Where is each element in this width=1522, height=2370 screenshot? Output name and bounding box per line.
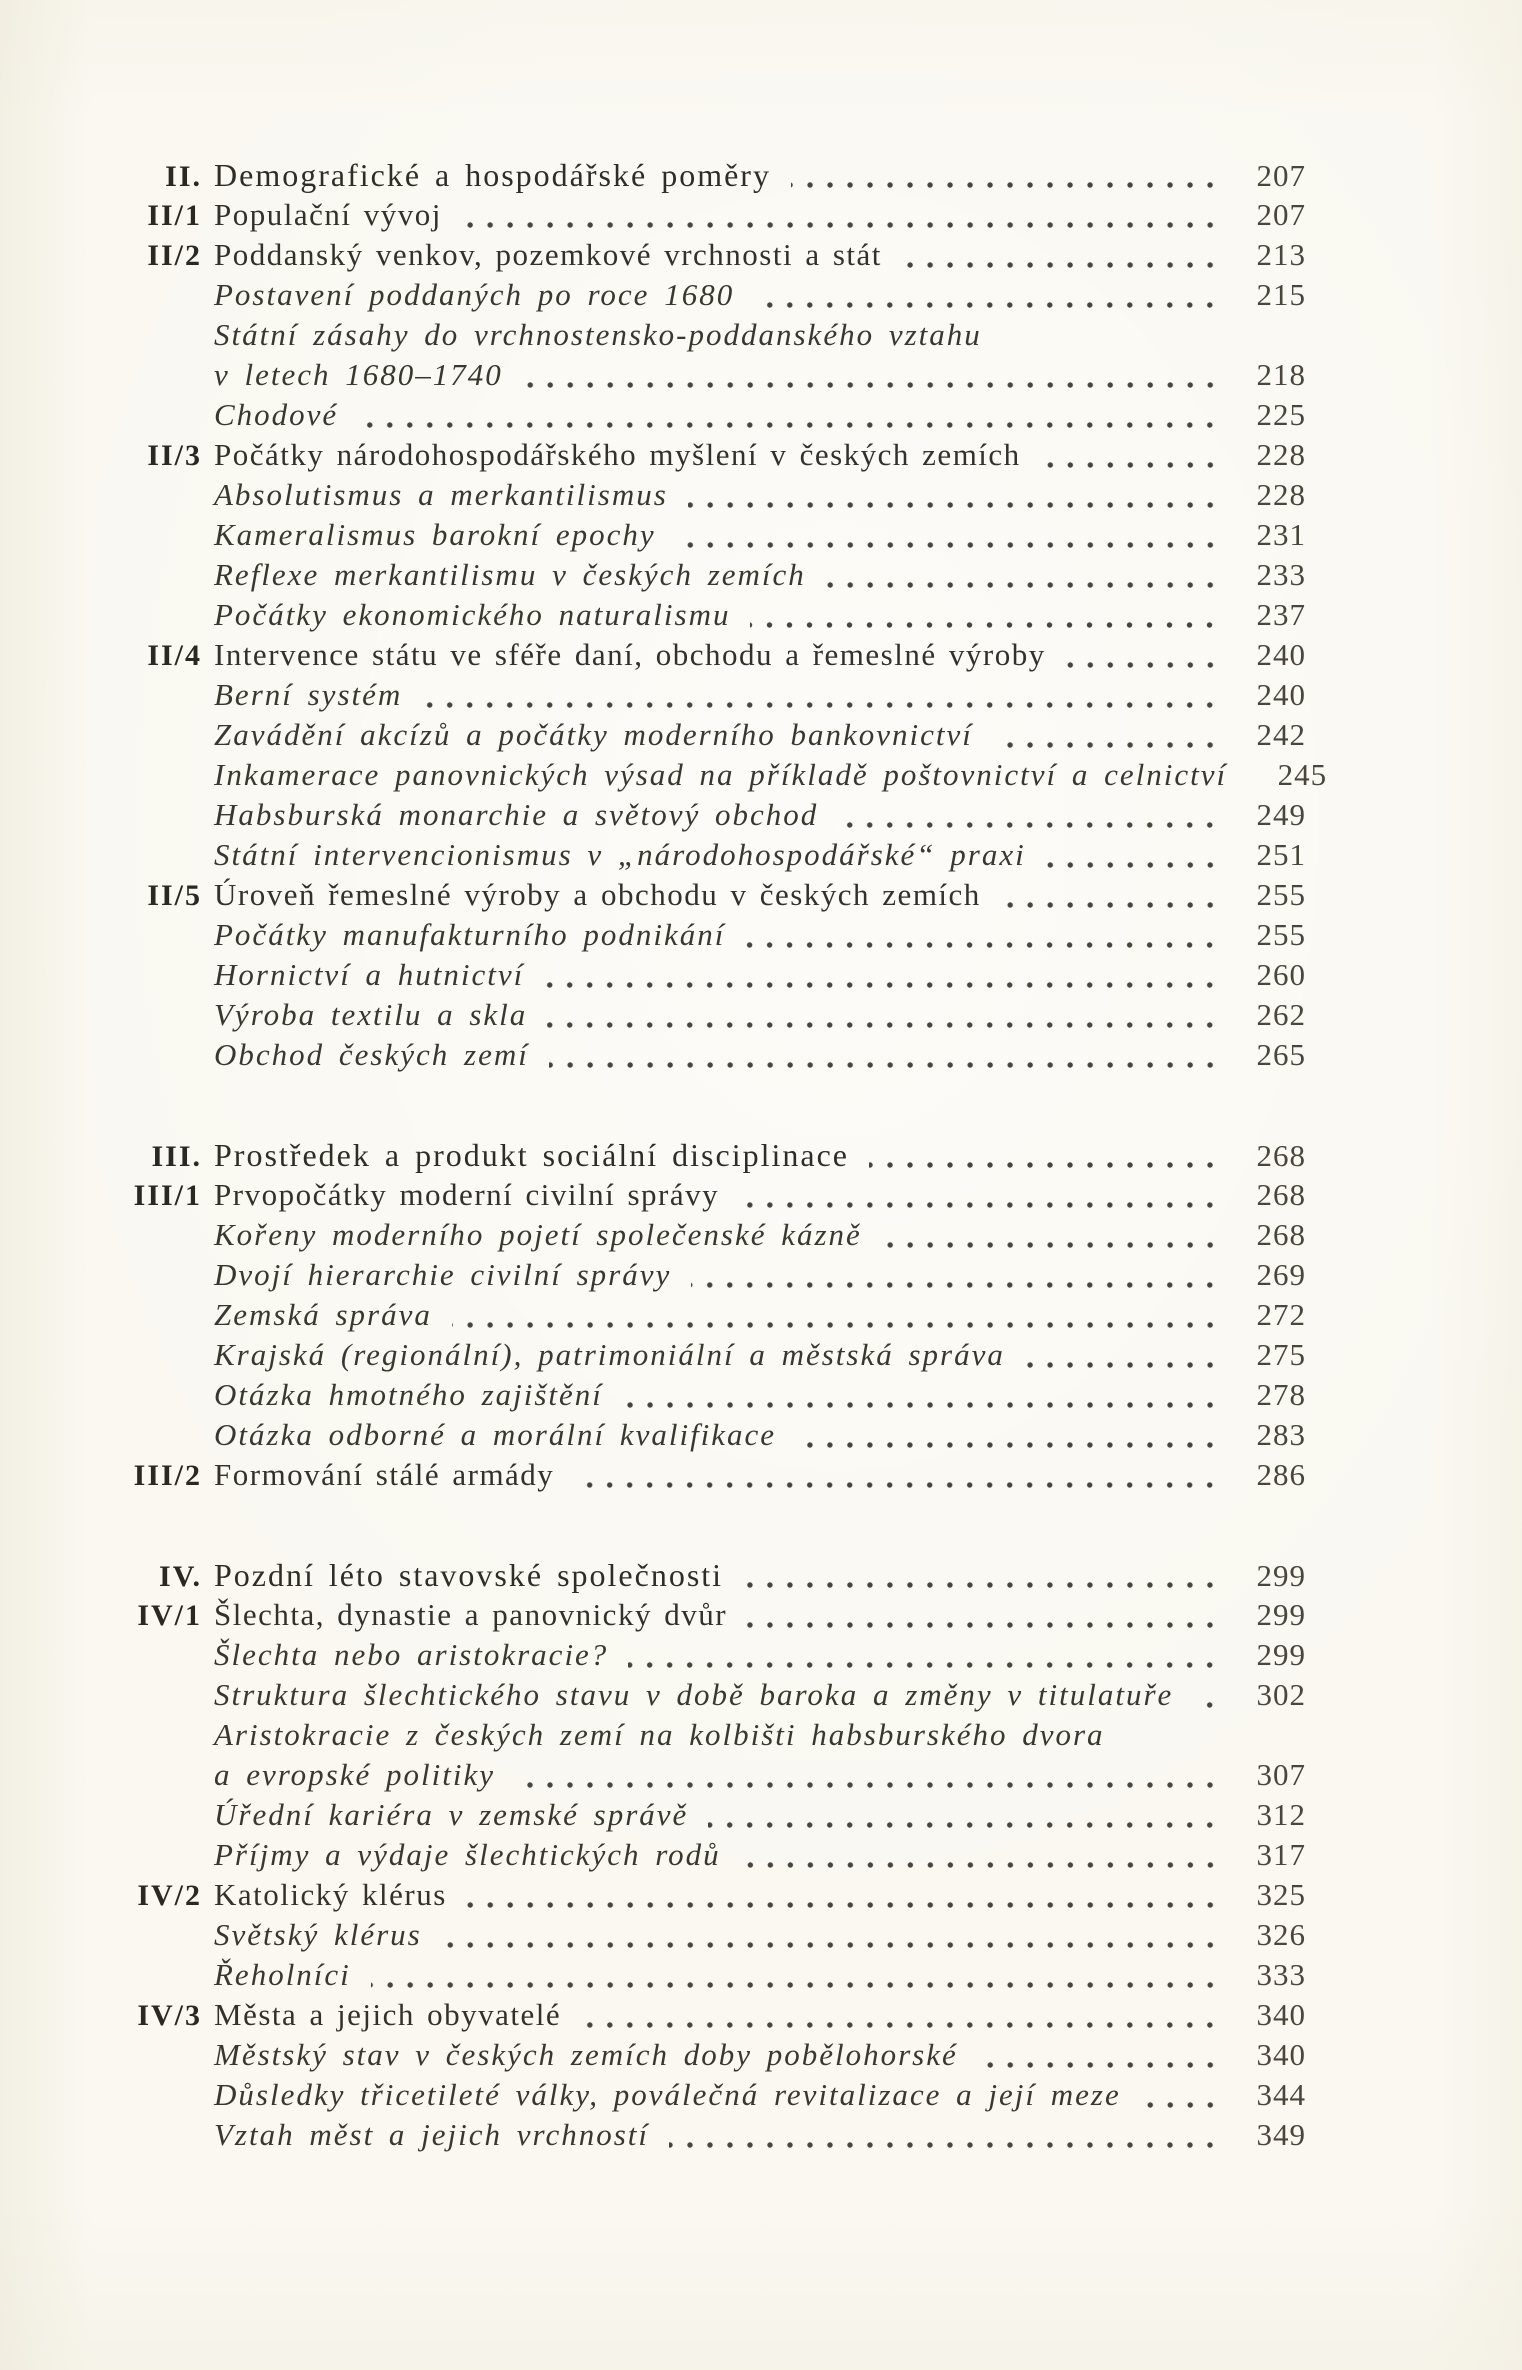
- toc-entry-title: Intervence státu ve sféře daní, obchodu a řemeslné výroby: [214, 637, 1046, 672]
- dot-leader-icon: [792, 1415, 1222, 1455]
- toc-row: [0, 195, 1522, 235]
- toc-entry-page-number: 231: [1256, 517, 1306, 552]
- toc-row: [0, 1755, 1522, 1795]
- toc-entry-label: II/2: [147, 239, 202, 272]
- toc-entry-title: Chodové: [214, 397, 339, 432]
- toc-entry-page-number: 272: [1256, 1297, 1306, 1332]
- toc-entry-page-number: 299: [1256, 1637, 1306, 1672]
- toc-row: [0, 235, 1522, 275]
- toc-entry-title: Města a jejich obyvatelé: [214, 1997, 562, 2032]
- toc-entry-page-number: 312: [1256, 1797, 1306, 1832]
- dot-leader-icon: [739, 1555, 1222, 1595]
- toc-entry-page-number: 228: [1256, 437, 1306, 472]
- toc-row: [0, 155, 1522, 195]
- dot-leader-icon: [878, 1215, 1222, 1255]
- toc-row: [0, 435, 1522, 475]
- toc-row: [0, 1715, 1522, 1755]
- toc-entry-title: Prvopočátky moderní civilní správy: [214, 1177, 720, 1212]
- toc-row: [0, 1835, 1522, 1875]
- toc-entry-page-number: 240: [1256, 677, 1306, 712]
- dot-leader-icon: [418, 675, 1222, 715]
- dot-leader-icon: [974, 2035, 1222, 2075]
- toc-entry-title: Poddanský venkov, pozemkové vrchnosti a stát: [214, 237, 882, 272]
- toc-entry-page-number: 255: [1256, 917, 1306, 952]
- toc-row: [0, 715, 1522, 755]
- dot-leader-icon: [898, 235, 1222, 275]
- toc-entry-title: Otázka hmotného zajištění: [214, 1377, 603, 1412]
- toc-entry-page-number: 317: [1256, 1837, 1306, 1872]
- toc-entry-page-number: 215: [1256, 277, 1306, 312]
- toc-entry-title: Počátky manufakturního podnikání: [214, 917, 726, 952]
- toc-entry-page-number: 340: [1256, 1997, 1306, 2032]
- dot-leader-icon: [577, 1995, 1222, 2035]
- toc-entry-label: III/2: [133, 1459, 202, 1492]
- toc-section: [0, 1135, 1522, 1495]
- toc-entry-title: Reflexe merkantilismu v českých zemích: [214, 557, 806, 592]
- toc-row: [0, 315, 1522, 355]
- toc-entry-label: IV.: [159, 1560, 202, 1593]
- toc-row: [0, 1955, 1522, 1995]
- toc-entry-page-number: 299: [1256, 1558, 1306, 1593]
- toc-row: [0, 955, 1522, 995]
- toc-row: [0, 1135, 1522, 1175]
- toc-entry-page-number: 237: [1256, 597, 1306, 632]
- toc-entry-title: Úřední kariéra v zemské správě: [214, 1797, 689, 1832]
- toc-entry-title: Demografické a hospodářské poměry: [214, 157, 771, 193]
- dot-leader-icon: [1137, 2075, 1222, 2115]
- toc-entry-title: Inkamerace panovnických výsad na příkladě poštovnictví a celnictví: [214, 757, 1228, 792]
- dot-leader-icon: [1121, 1715, 1222, 1755]
- toc-row: [0, 515, 1522, 555]
- toc-entry-title: Populační vývoj: [214, 197, 442, 232]
- toc-entry-page-number: 286: [1256, 1457, 1306, 1492]
- dot-leader-icon: [997, 875, 1222, 915]
- toc-entry-page-number: 207: [1256, 158, 1306, 193]
- toc-row: [0, 1375, 1522, 1415]
- dot-leader-icon: [570, 1455, 1222, 1495]
- toc-entry-title: Počátky ekonomického naturalismu: [214, 597, 731, 632]
- toc-entry-label: II/3: [147, 439, 202, 472]
- toc-row: [0, 1035, 1522, 1075]
- toc-entry-page-number: 240: [1256, 637, 1306, 672]
- toc-entry-page-number: 333: [1256, 1957, 1306, 1992]
- toc-entry-title: Zemská správa: [214, 1297, 432, 1332]
- dot-leader-icon: [354, 395, 1222, 435]
- toc-row: [0, 1175, 1522, 1215]
- toc-entry-title: Formování stálé armády: [214, 1457, 555, 1492]
- toc-row: [0, 1295, 1522, 1335]
- dot-leader-icon: [619, 1375, 1222, 1415]
- toc-entry-label: II/5: [147, 879, 202, 912]
- toc-entry-title: Hornictví a hutnictví: [214, 957, 525, 992]
- toc-row: [0, 2075, 1522, 2115]
- toc-entry-page-number: 260: [1256, 957, 1306, 992]
- toc-row: [0, 1675, 1522, 1715]
- toc-entry-title: Šlechta nebo aristokracie?: [214, 1637, 609, 1672]
- toc-entry-title: Pozdní léto stavovské společnosti: [214, 1557, 724, 1593]
- toc-section: [0, 155, 1522, 1075]
- dot-leader-icon: [519, 355, 1222, 395]
- toc-row: [0, 1915, 1522, 1955]
- toc-entry-title: Dvojí hierarchie civilní správy: [214, 1257, 672, 1292]
- toc-section: [0, 1555, 1522, 2155]
- toc-entry-page-number: 251: [1256, 837, 1306, 872]
- toc-entry-page-number: 228: [1256, 477, 1306, 512]
- toc-entry-label: IV/2: [137, 1879, 202, 1912]
- toc-row: [0, 635, 1522, 675]
- dot-leader-icon: [1021, 1335, 1222, 1375]
- toc-entry-page-number: 218: [1256, 357, 1306, 392]
- dot-leader-icon: [743, 1595, 1222, 1635]
- toc-entry-label: III.: [151, 1140, 202, 1173]
- toc-entry-title: Řeholníci: [214, 1957, 351, 1992]
- toc-row: [0, 835, 1522, 875]
- toc-row: [0, 1635, 1522, 1675]
- toc-row: [0, 1255, 1522, 1295]
- dot-leader-icon: [787, 155, 1222, 195]
- toc-entry-title: Zavádění akcízů a počátky moderního bankovnictví: [214, 717, 973, 752]
- toc-row: [0, 355, 1522, 395]
- dot-leader-icon: [737, 1835, 1222, 1875]
- dot-leader-icon: [438, 1915, 1222, 1955]
- toc-entry-page-number: 268: [1256, 1177, 1306, 1212]
- dot-leader-icon: [543, 995, 1222, 1035]
- toc-entry-page-number: 255: [1256, 877, 1306, 912]
- toc-row: [0, 995, 1522, 1035]
- toc-entry-title: Struktura šlechtického stavu v době baroka a změny v titulatuře: [214, 1677, 1174, 1712]
- toc-row: [0, 1595, 1522, 1635]
- dot-leader-icon: [367, 1955, 1222, 1995]
- toc-entry-page-number: 262: [1256, 997, 1306, 1032]
- dot-leader-icon: [865, 1135, 1222, 1175]
- toc-entry-title: Obchod českých zemí: [214, 1037, 529, 1072]
- toc-entry-page-number: 265: [1256, 1037, 1306, 1072]
- toc-entry-page-number: 268: [1256, 1138, 1306, 1173]
- toc-entry-title: Kořeny moderního pojetí společenské kázně: [214, 1217, 862, 1252]
- toc-entry-title: Absolutismus a merkantilismus: [214, 477, 668, 512]
- toc-entry-page-number: 242: [1256, 717, 1306, 752]
- toc-entry-title: Výroba textilu a skla: [214, 997, 528, 1032]
- toc-entry-title: Aristokracie z českých zemí na kolbišti habsburského dvora: [214, 1717, 1105, 1752]
- toc-entry-label: II/4: [147, 639, 202, 672]
- toc-row: [0, 475, 1522, 515]
- toc-row: [0, 1795, 1522, 1835]
- toc-entry-label: II/1: [147, 199, 202, 232]
- toc-row: [0, 1335, 1522, 1375]
- toc-entry-title: Otázka odborné a morální kvalifikace: [214, 1417, 777, 1452]
- toc-entry-title: a evropské politiky: [214, 1757, 495, 1792]
- dot-leader-icon: [1037, 435, 1222, 475]
- toc-entry-title: Úroveň řemeslné výroby a obchodu v českých zemích: [214, 877, 981, 912]
- toc-entry-title: Krajská (regionální), patrimoniální a městská správa: [214, 1337, 1005, 1372]
- toc-entry-page-number: 268: [1256, 1217, 1306, 1252]
- toc-entry-page-number: 249: [1256, 797, 1306, 832]
- toc-entry-page-number: 275: [1256, 1337, 1306, 1372]
- dot-leader-icon: [834, 795, 1222, 835]
- dot-leader-icon: [684, 475, 1222, 515]
- toc-row: [0, 1995, 1522, 2035]
- dot-leader-icon: [1042, 835, 1222, 875]
- dot-leader-icon: [511, 1755, 1222, 1795]
- toc-row: [0, 1455, 1522, 1495]
- toc-entry-title: Šlechta, dynastie a panovnický dvůr: [214, 1597, 728, 1632]
- toc-entry-page-number: 233: [1256, 557, 1306, 592]
- toc-entry-page-number: 340: [1256, 2037, 1306, 2072]
- dot-leader-icon: [540, 955, 1222, 995]
- dot-leader-icon: [448, 1295, 1222, 1335]
- dot-leader-icon: [822, 555, 1222, 595]
- toc-row: [0, 675, 1522, 715]
- toc-entry-page-number: 283: [1256, 1417, 1306, 1452]
- toc-row: [0, 915, 1522, 955]
- dot-leader-icon: [746, 595, 1222, 635]
- dot-leader-icon: [624, 1635, 1222, 1675]
- toc-row: [0, 555, 1522, 595]
- toc-row: [0, 1415, 1522, 1455]
- toc-row: [0, 595, 1522, 635]
- toc-entry-title: Státní zásahy do vrchnostensko-poddanského vztahu: [214, 317, 982, 352]
- dot-leader-icon: [704, 1795, 1222, 1835]
- toc-row: [0, 875, 1522, 915]
- toc-entry-label: III/1: [133, 1179, 202, 1212]
- toc-entry-page-number: 344: [1256, 2077, 1306, 2112]
- toc-row: [0, 795, 1522, 835]
- toc-entry-title: Vztah měst a jejich vrchností: [214, 2117, 650, 2152]
- toc-entry-title: Počátky národohospodářského myšlení v českých zemích: [214, 437, 1021, 472]
- toc-entry-page-number: 299: [1256, 1597, 1306, 1632]
- toc-entry-label: IV/1: [137, 1599, 202, 1632]
- toc-entry-title: Městský stav v českých zemích doby pobělohorské: [214, 2037, 958, 2072]
- dot-leader-icon: [1062, 635, 1222, 675]
- toc-entry-page-number: 307: [1256, 1757, 1306, 1792]
- dot-leader-icon: [687, 1255, 1222, 1295]
- toc-entry-label: IV/3: [137, 1999, 202, 2032]
- toc-entry-page-number: 278: [1256, 1377, 1306, 1412]
- toc-row: [0, 2035, 1522, 2075]
- toc-entry-title: Státní intervencionismus v „národohospodářské“ praxi: [214, 837, 1026, 872]
- toc-entry-page-number: 213: [1256, 237, 1306, 272]
- toc-row: [0, 1215, 1522, 1255]
- dot-leader-icon: [672, 515, 1222, 555]
- toc-row: [0, 1555, 1522, 1595]
- toc-entry-page-number: 245: [1277, 757, 1328, 792]
- toc-entry-page-number: 349: [1256, 2117, 1306, 2152]
- dot-leader-icon: [989, 715, 1222, 755]
- toc-entry-title: Habsburská monarchie a světový obchod: [214, 797, 819, 832]
- toc-row: [0, 2115, 1522, 2155]
- dot-leader-icon: [741, 915, 1222, 955]
- toc-entry-title: Kameralismus barokní epochy: [214, 517, 656, 552]
- dot-leader-icon: [998, 315, 1222, 355]
- dot-leader-icon: [1189, 1675, 1222, 1715]
- toc-entry-title: Prostředek a produkt sociální disciplinace: [214, 1137, 849, 1173]
- toc-row: [0, 755, 1522, 795]
- toc-entry-title: Příjmy a výdaje šlechtických rodů: [214, 1837, 721, 1872]
- toc-row: [0, 1875, 1522, 1915]
- toc-entry-page-number: 225: [1256, 397, 1306, 432]
- toc-entry-title: Důsledky třicetileté války, poválečná revitalizace a její meze: [214, 2077, 1121, 2112]
- toc-entry-page-number: 207: [1256, 197, 1306, 232]
- dot-leader-icon: [735, 1175, 1222, 1215]
- toc-entry-page-number: 325: [1256, 1877, 1306, 1912]
- toc-entry-title: Berní systém: [214, 677, 403, 712]
- toc-entry-title: v letech 1680–1740: [214, 357, 503, 392]
- dot-leader-icon: [750, 275, 1222, 315]
- toc-entry-page-number: 269: [1256, 1257, 1306, 1292]
- toc-entry-title: Světský klérus: [214, 1917, 422, 1952]
- toc-row: [0, 395, 1522, 435]
- dot-leader-icon: [545, 1035, 1222, 1075]
- dot-leader-icon: [458, 195, 1222, 235]
- toc-entry-title: Postavení poddaných po roce 1680: [214, 277, 735, 312]
- toc-row: [0, 275, 1522, 315]
- dot-leader-icon: [665, 2115, 1222, 2155]
- toc-entry-label: II.: [165, 160, 202, 193]
- dot-leader-icon: [463, 1875, 1222, 1915]
- toc-entry-page-number: 326: [1256, 1917, 1306, 1952]
- toc-entry-title: Katolický klérus: [214, 1877, 447, 1912]
- toc-entry-page-number: 302: [1256, 1677, 1306, 1712]
